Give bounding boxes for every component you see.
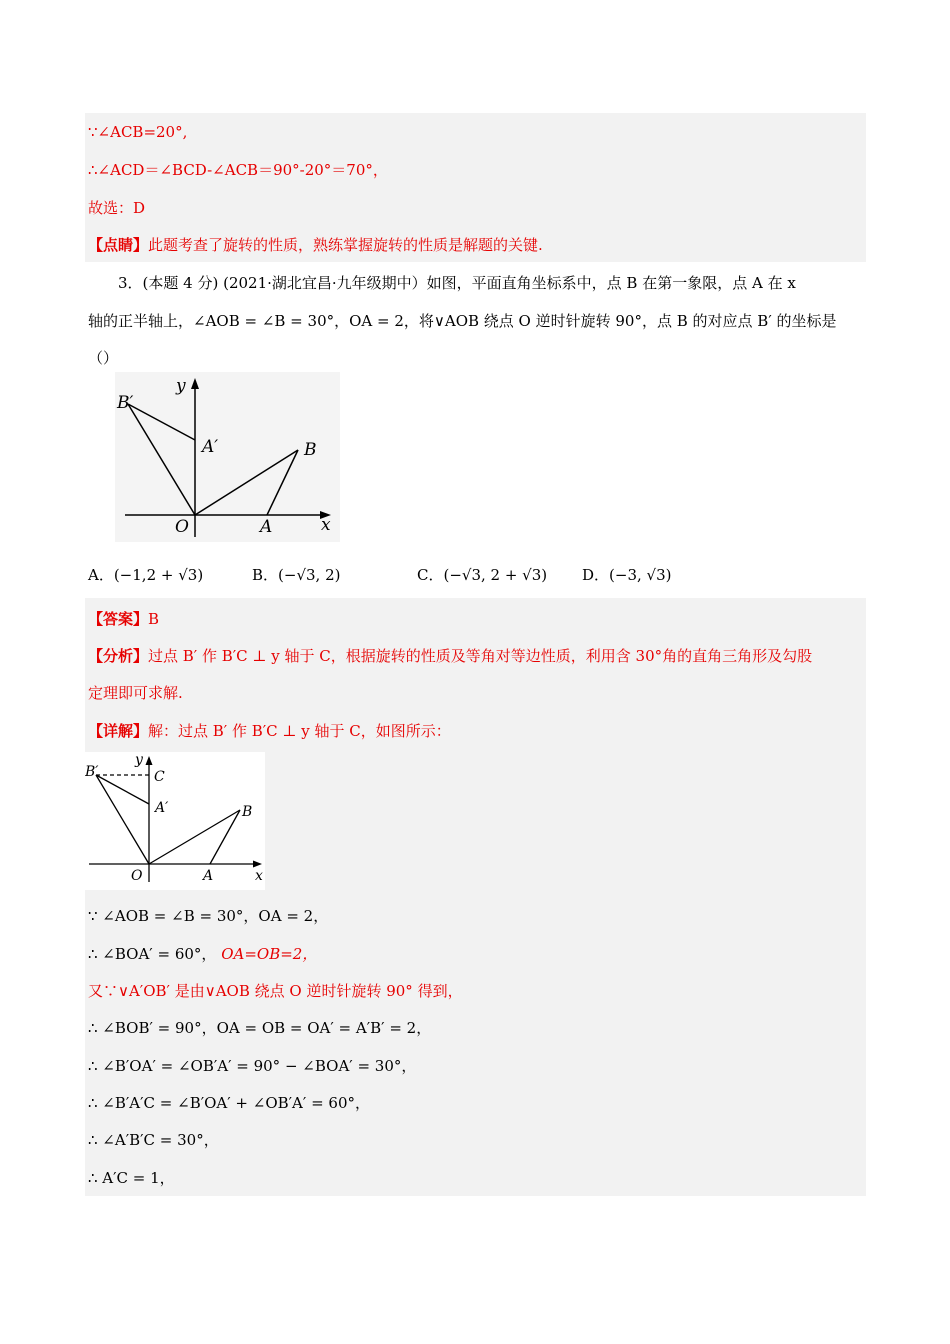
point-b-label-2: B	[242, 804, 253, 820]
step-5: ∴ ∠B′OA′ = ∠OB′A′ = 90° − ∠BOA′ = 30°，	[88, 1057, 417, 1075]
step-3: 又∵∨A′OB′ 是由∨AOB 绕点 O 逆时针旋转 90° 得到，	[88, 982, 463, 1000]
comment-text: 此题考查了旋转的性质，熟练掌握旋转的性质是解题的关键.	[148, 236, 543, 254]
analysis-line-1	[88, 646, 812, 666]
option-b: B．(−√3, 2)	[252, 566, 341, 584]
question-line-3: （）	[88, 349, 119, 367]
step-8: ∴ A′C = 1，	[88, 1169, 175, 1187]
comment-tag: 【点睛】	[88, 236, 149, 254]
x-axis-label-2: x	[255, 868, 263, 884]
x-axis-label: x	[321, 515, 331, 535]
step-2-highlight: OA=OB=2，	[221, 945, 318, 963]
solution-figure	[85, 752, 265, 890]
answer-line	[88, 609, 159, 629]
step-6: ∴ ∠B′A′C = ∠B′OA′ + ∠OB′A′ = 60°，	[88, 1094, 370, 1112]
solution-line-2: ∴∠ACD＝∠BCD-∠ACB＝90°-20°＝70°，	[88, 161, 388, 179]
analysis-tag: 【分析】	[88, 647, 149, 665]
comment-line	[88, 235, 543, 255]
y-axis-label: y	[176, 376, 186, 396]
point-a-prime-label: A′	[202, 437, 219, 457]
answer-tag: 【答案】	[88, 610, 149, 628]
step-7: ∴ ∠A′B′C = 30°，	[88, 1131, 219, 1149]
point-c-label-2: C	[154, 769, 165, 785]
option-a: A．(−1,2 + √3)	[88, 566, 204, 584]
point-a-prime-label-2: A′	[155, 800, 169, 816]
step-2	[88, 944, 317, 964]
analysis-text-1: 过点 B′ 作 B′C ⊥ y 轴于 C，根据旋转的性质及等角对等边性质，利用含 30°角的直角三角形及勾股	[148, 647, 813, 665]
step-1: ∵ ∠AOB = ∠B = 30°，OA = 2，	[88, 907, 329, 925]
option-d: D．(−3, √3)	[582, 566, 672, 584]
detail-line	[88, 721, 451, 741]
point-a-label-2: A	[203, 868, 214, 884]
solution-line-3: 故选：D	[88, 199, 146, 217]
point-o-label-2: O	[131, 868, 143, 884]
step-2-text: ∴ ∠BOA′ = 60°，	[88, 945, 217, 963]
question-figure	[115, 372, 340, 542]
question-line-2: 轴的正半轴上，∠AOB = ∠B = 30°，OA = 2，将∨AOB 绕点 O 逆时针旋转 90°，点 B 的对应点 B′ 的坐标是	[88, 312, 837, 330]
point-b-label: B	[304, 440, 317, 460]
y-axis-label-2: y	[135, 752, 143, 768]
point-a-label: A	[260, 517, 273, 537]
detail-tag: 【详解】	[88, 722, 149, 740]
point-b-prime-label-2: B′	[85, 764, 99, 780]
option-c: C．(−√3, 2 + √3)	[417, 566, 548, 584]
detail-text: 解：过点 B′ 作 B′C ⊥ y 轴于 C，如图所示：	[148, 722, 451, 740]
question-line-1: 3．(本题 4 分) (2021·湖北宜昌·九年级期中）如图，平面直角坐标系中，点 B 在第一象限，点 A 在 x	[118, 274, 796, 292]
point-o-label: O	[175, 517, 189, 537]
answer-value: B	[148, 610, 160, 628]
point-b-prime-label: B′	[117, 393, 134, 413]
analysis-line-2: 定理即可求解.	[88, 684, 183, 702]
step-4: ∴ ∠BOB′ = 90°，OA = OB = OA′ = A′B′ = 2，	[88, 1019, 432, 1037]
solution-line-1: ∵∠ACB=20°,	[88, 123, 188, 141]
